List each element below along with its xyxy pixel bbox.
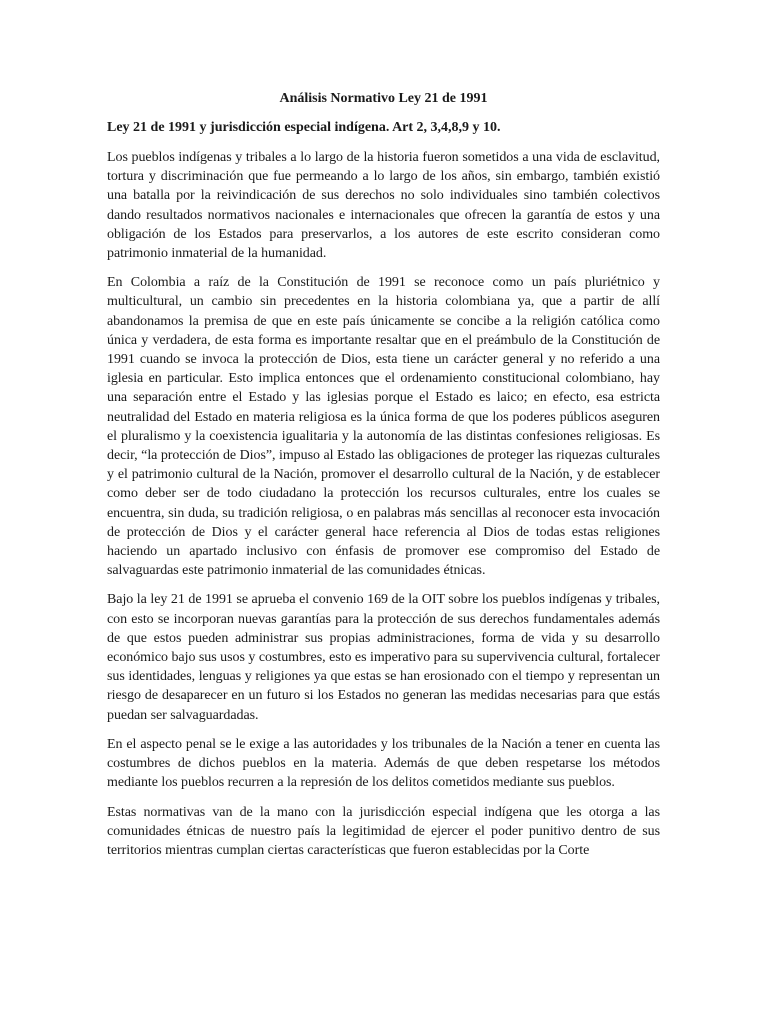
paragraph-colombia-constitution: En Colombia a raíz de la Constitución de 1991 se reconoce como un país pluriétnico y multicultural, un cambio sin precedentes en la historia colombiana ya, que a partir de allí abandonamos la premisa de que en este país únicamente se concibe a la religión católica como única y verdadera, de esta forma es importante resaltar que en el preámbulo de la Constitución de 1991 cuando se invoca la protección de Dios, esta tiene un carácter general y no referido a una iglesia en particular. Esto implica entonces que el ordenamiento constitucional colombiano, hay una separación entre el Estado y las iglesias porque el Estado es laico; en efecto, esa estricta neutralidad del Estado en materia religiosa es la única forma de que los poderes públicos aseguren el pluralismo y la coexistencia igualitaria y la autonomía de las distintas confesiones religiosas. Es decir, “la protección de Dios”, impuso al Estado las obligaciones de proteger las riquezas culturales y el patrimonio cultural de la Nación, promover el desarrollo cultural de la Nación, y de establecer como deber ser de todo ciudadano la protección los recursos culturales, entre los cuales se encuentra, sin duda, su tradición religiosa, o en palabras más sencillas al reconocer esta invocación de protección de Dios y el carácter general hace referencia al Dios de todas estas religiones haciendo un apartado inclusivo con énfasis de promover ese compromiso del Estado de salvaguardas este patrimonio inmaterial de las comunidades étnicas. (107, 275, 660, 579)
paragraph-special-jurisdiction: Estas normativas van de la mano con la jurisdicción especial indígena que les otorga a las comunidades étnicas de nuestro país la legitimidad de ejercer el poder punitivo dentro de sus territorios mientras cumplan ciertas características que fueron establecidas por la Corte (107, 804, 660, 858)
paragraph-intro: Los pueblos indígenas y tribales a lo largo de la historia fueron sometidos a una vida de esclavitud, tortura y discriminación que fue permeando a lo largo de los años, sin embargo, también existió una batalla por la reivindicación de sus derechos no solo individuales sino también colectivos dando resultados normativos nacionales e internacionales que ofrecen la garantía de estos y una obligación de los Estados para preservarlos, a los autores de este escrito consideran como patrimonio inmaterial de la humanidad. (107, 150, 660, 262)
document-page (107, 90, 660, 870)
document-subtitle: Ley 21 de 1991 y jurisdicción especial indígena. Art 2, 3,4,8,9 y 10. (107, 120, 501, 135)
document-title: Análisis Normativo Ley 21 de 1991 (279, 91, 488, 106)
paragraph-ley-21: Bajo la ley 21 de 1991 se aprueba el convenio 169 de la OIT sobre los pueblos indígenas y tribales, con esto se incorporan nuevas garantías para la protección de sus derechos fundamentales además de que estos pueden administrar sus propias administraciones, forma de vida y su desarrollo económico bajo sus usos y costumbres, esto es imperativo para su supervivencia cultural, fortalecer sus identidades, lenguas y religiones ya que estas se han erosionado con el tiempo y representan un riesgo de desaparecer en un futuro si los Estados no generan las medidas necesarias para que estás puedan ser salvaguardadas. (107, 592, 660, 723)
paragraph-penal-aspect: En el aspecto penal se le exige a las autoridades y los tribunales de la Nación a tener en cuenta las costumbres de dichos pueblos en la materia. Además de que deben respetarse los métodos mediante los pueblos recurren a la represión de los delitos cometidos mediante sus pueblos. (107, 736, 660, 791)
